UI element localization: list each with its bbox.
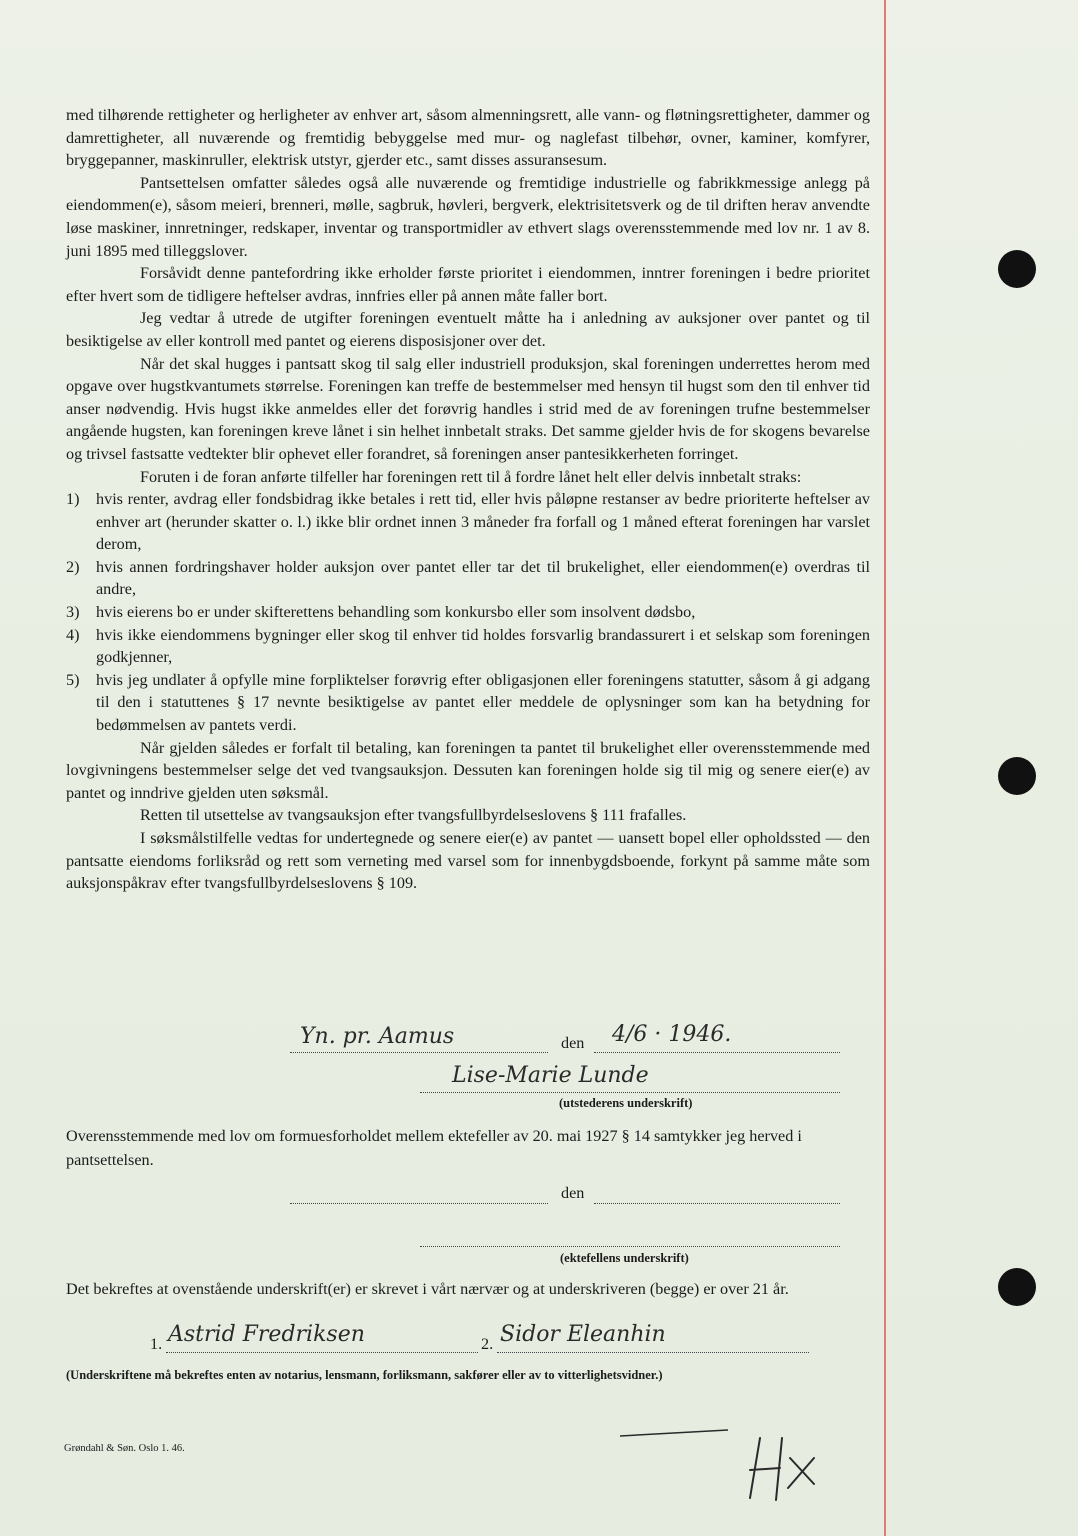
list-text: hvis renter, avdrag eller fondsbidrag ikke betales i rett tid, eller hvis påløpne restanser av bedre prioriterte heftelser av enhver art (herunder skatter o. l.) ikke blir ordnet innen 3 måneder fra forfall og 1 måned efterat foreningen har varslet derom,: [96, 490, 870, 554]
witness-note: (Underskriftene må bekreftes enten av notarius, lensmann, forliksmann, sakfører eller av to vitterlighetsvidner.): [66, 1368, 663, 1382]
issuer-caption: (utstederens underskrift): [559, 1096, 693, 1110]
list-number: 1): [66, 490, 80, 509]
list-item: [66, 624, 870, 669]
punch-hole: [998, 1268, 1036, 1306]
place-handwritten: Yn. pr. Aamus: [300, 1024, 455, 1049]
paragraph: med tilhørende rettigheter og herligheter av enhver art, såsom almenningsrett, alle vann- og fløtningsrettigheter, dammer og damrettigheter, all nuværende og fremtidig bebyggelse med mur- og naglefast tilbehør, ovner, kaminer, komfyrer, bryggepanner, maskinruller, elektrisk utstyr, gjerder etc., samt disses assuransesum.: [66, 106, 870, 170]
list-item: [66, 669, 870, 737]
spouse-date-line: [594, 1203, 840, 1204]
witness-line-1: [166, 1352, 478, 1353]
witness-number-1: 1.: [150, 1335, 163, 1353]
witness-text: Det bekreftes at ovenstående underskrift(er) er skrevet i vårt nærvær og at underskriveren (begge) er over 21 år.: [66, 1280, 789, 1298]
date-line: [594, 1052, 840, 1053]
list-number: 3): [66, 603, 80, 622]
document-body: [66, 104, 870, 895]
list-item: [66, 488, 870, 556]
red-margin-line: [884, 0, 886, 1536]
spouse-place-line: [290, 1203, 548, 1204]
printer-imprint: Grøndahl & Søn. Oslo 1. 46.: [64, 1443, 185, 1454]
list-text: hvis annen fordringshaver holder auksjon over pantet eller tar det til brukelighet, eller eiendommen(e) overdras til andre,: [96, 557, 870, 599]
witness-signature-2: Sidor Eleanhin: [500, 1322, 666, 1347]
paragraph: Når det skal hugges i pantsatt skog til salg eller industriell produksjon, skal foreningen underrettes herom med opgave over hugstkvantumets størrelse. Foreningen kan treffe de bestemmelser med hensyn til hugst som den til enhver tid anser nødvendig. Hvis hugst ikke anmeldes eller det forøvrig handles i strid med de av foreningen trufne bestemmelser angående hugsten, kan foreningen kreve lånet i sin helhet innbetalt straks. Det samme gjelder hvis de for skogens bevarelse og trivsel fastsatte vedtekter blir ophevet eller forandret, så foreningen anser pantesikkerheten forringet.: [66, 354, 870, 463]
list-item: [66, 601, 870, 624]
list-text: hvis ikke eiendommens bygninger eller skog til enhver tid holdes forsvarlig brandassurert i et selskap som foreningen godkjenner,: [96, 625, 870, 667]
initials-mark: [600, 1418, 840, 1508]
paragraph: Pantsettelsen omfatter således også alle nuværende og fremtidige industrielle og fabrikkmessige anlegg på eiendommen(e), såsom meieri, brenneri, mølle, sagbruk, høvleri, bergverk, elektrisitetsverk og de til driften herav anvendte løse maskiner, innretninger, redskaper, inventar og transportmidler av ethvert slags overensstemmende med lov nr. 1 av 8. juni 1895 med tilleggslover.: [66, 173, 870, 260]
paragraph: Når gjelden således er forfalt til betaling, kan foreningen ta pantet til brukelighet eller overensstemmende med lovgivningens bestemmelser selge det ved tvangsauksjon. Dessuten kan foreningen holde sig til mig og senere eier(e) av pantet og inndrive gjelden uten søksmål.: [66, 738, 870, 802]
list-item: [66, 556, 870, 601]
paragraph: Retten til utsettelse av tvangsauksjon efter tvangsfullbyrdelseslovens § 111 frafalles.: [140, 806, 687, 825]
list-number: 4): [66, 625, 80, 644]
punch-hole: [998, 757, 1036, 795]
date-label: den: [561, 1034, 585, 1052]
punch-hole: [998, 250, 1036, 288]
paragraph: Foruten i de foran anførte tilfeller har foreningen rett til å fordre lånet helt eller delvis innbetalt straks:: [140, 467, 802, 486]
paragraph: Jeg vedtar å utrede de utgifter foreningen eventuelt måtte ha i anledning av auksjoner over pantet og til besiktigelse av eller kontroll med pantet og eierens disposisjoner over det.: [66, 309, 870, 350]
spouse-caption: (ektefellens underskrift): [560, 1251, 689, 1265]
spouse-consent-text: Overensstemmende med lov om formuesforholdet mellem ektefeller av 20. mai 1927 § 14 samtykker jeg herved i pantsettelsen.: [66, 1127, 802, 1169]
place-line: [290, 1052, 548, 1053]
spouse-signature-line: [420, 1246, 840, 1247]
witness-line-2: [497, 1352, 809, 1353]
issuer-signature: Lise-Marie Lunde: [452, 1063, 649, 1088]
list-text: hvis eierens bo er under skifterettens behandling som konkursbo eller som insolvent dødsbo,: [96, 603, 696, 622]
date-handwritten: 4/6 · 1946.: [612, 1022, 732, 1047]
list-number: 5): [66, 670, 80, 689]
spouse-date-label: den: [561, 1184, 585, 1202]
paragraph: I søksmålstilfelle vedtas for undertegnede og senere eier(e) av pantet — uansett bopel eller opholdssted — den pantsatte eiendoms forliksråd og rett som verneting med varsel som for innenbygdsboende, forkynt på samme måte som auksjonspåkrav efter tvangsfullbyrdelseslovens § 109.: [66, 829, 870, 893]
paragraph: Forsåvidt denne pantefordring ikke erholder første prioritet i eiendommen, inntrer foreningen i bedre prioritet efter hvert som de tidligere heftelser avdras, innfries eller på annen måte faller bort.: [66, 264, 870, 305]
witness-number-2: 2.: [481, 1335, 494, 1353]
list-number: 2): [66, 557, 80, 576]
witness-signature-1: Astrid Fredriksen: [168, 1322, 365, 1347]
list-text: hvis jeg undlater å opfylle mine forpliktelser forøvrig efter obligasjonen eller foreningens statutter, såsom å gi adgang til den i statuttenes § 17 nevnte besiktigelse av pantet eller meddele de oplysninger som kan ha betydning for bedømmelsen av pantets verdi.: [96, 670, 870, 735]
issuer-signature-line: [420, 1092, 840, 1093]
